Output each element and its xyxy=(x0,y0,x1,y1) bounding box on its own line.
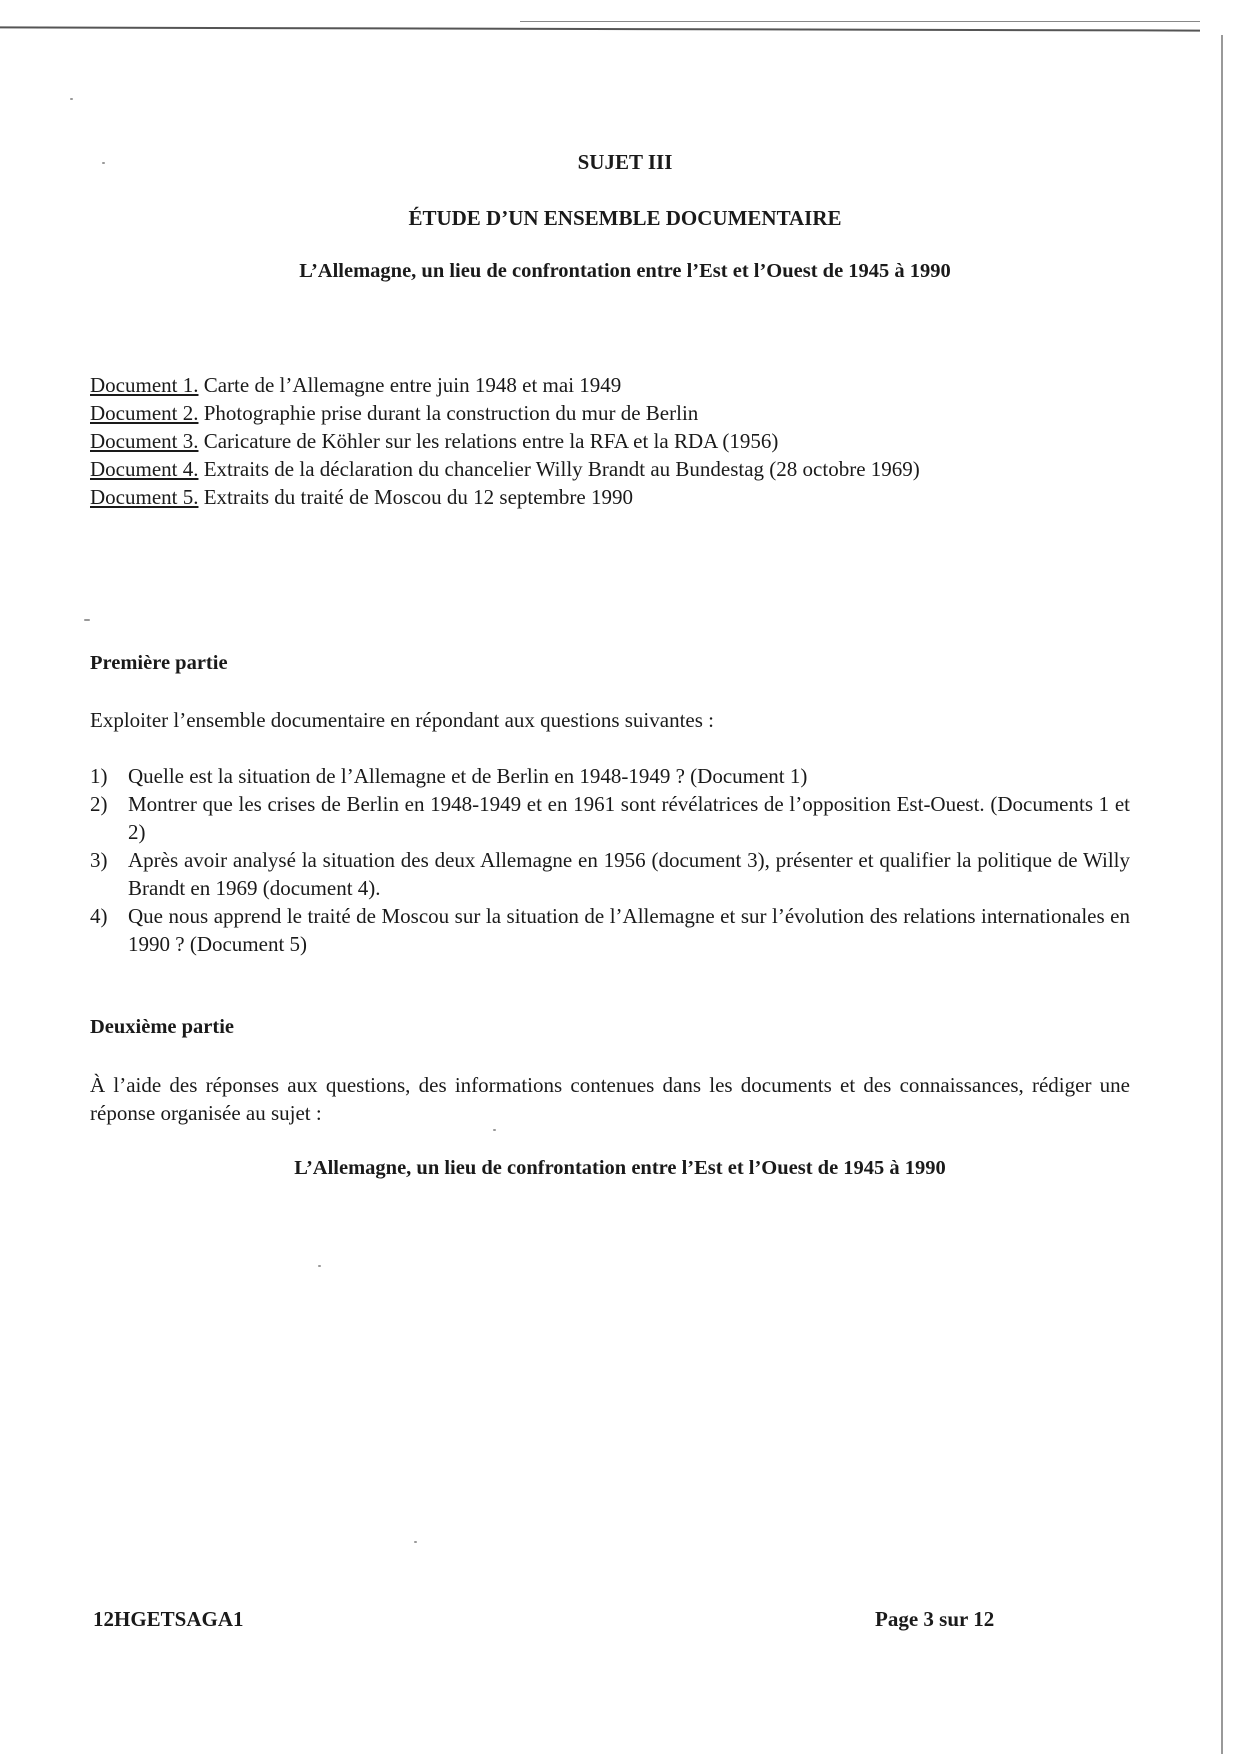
scan-speck xyxy=(318,1265,321,1267)
part1-instruction: Exploiter l’ensemble documentaire en répondant aux questions suivantes : xyxy=(90,708,714,732)
document-label: Document 5. xyxy=(90,485,199,509)
question-item xyxy=(90,846,1130,902)
document-item xyxy=(90,427,1150,455)
question-number: 1) xyxy=(90,764,108,788)
document-description: Caricature de Köhler sur les relations entre la RFA et la RDA (1956) xyxy=(198,429,779,453)
question-text: Que nous apprend le traité de Moscou sur la situation de l’Allemagne et sur l’évolution des relations internationales en 1990 ? (Document 5) xyxy=(128,904,1130,956)
part2-heading: Deuxième partie xyxy=(90,1016,235,1038)
document-description: Extraits du traité de Moscou du 12 septembre 1990 xyxy=(198,485,633,509)
scan-speck xyxy=(493,1129,496,1131)
question-item xyxy=(90,762,1130,790)
exam-code: 12HGETSAGA1 xyxy=(93,1607,244,1631)
page-number: Page 3 sur 12 xyxy=(875,1607,995,1631)
main-title: L’Allemagne, un lieu de confrontation entre l’Est et l’Ouest de 1945 à 1990 xyxy=(299,260,951,282)
scan-border-line xyxy=(0,26,1200,31)
document-label: Document 2. xyxy=(90,401,199,425)
scan-speck xyxy=(84,619,90,621)
part2-instruction: À l’aide des réponses aux questions, des informations contenues dans les documents et des connaissances, rédiger une réponse organisée au sujet : xyxy=(90,1073,1130,1125)
question-number: 2) xyxy=(90,792,108,816)
document-description: Carte de l’Allemagne entre juin 1948 et mai 1949 xyxy=(198,373,622,397)
subject-repeat-title: L’Allemagne, un lieu de confrontation entre l’Est et l’Ouest de 1945 à 1990 xyxy=(294,1157,946,1179)
document-label: Document 3. xyxy=(90,429,199,453)
part1-heading: Première partie xyxy=(90,652,228,674)
question-text: Quelle est la situation de l’Allemagne et de Berlin en 1948-1949 ? (Document 1) xyxy=(128,764,808,788)
document-item xyxy=(90,371,1150,399)
question-item xyxy=(90,902,1130,958)
scan-border-edge xyxy=(1221,35,1223,1754)
question-list xyxy=(90,762,1130,958)
document-item xyxy=(90,483,1150,511)
scan-border-line xyxy=(520,21,1200,22)
question-number: 3) xyxy=(90,848,108,872)
question-text: Montrer que les crises de Berlin en 1948-1949 et en 1961 sont révélatrices de l’opposition Est-Ouest. (Documents 1 et 2) xyxy=(128,792,1130,844)
document-item xyxy=(90,399,1150,427)
subject-number: SUJET III xyxy=(577,150,673,174)
document-label: Document 1. xyxy=(90,373,199,397)
question-number: 4) xyxy=(90,904,108,928)
question-text: Après avoir analysé la situation des deux Allemagne en 1956 (document 3), présenter et qualifier la politique de Willy Brandt en 1969 (document 4). xyxy=(128,848,1130,900)
document-list xyxy=(90,371,1150,511)
scan-speck xyxy=(70,98,73,100)
scan-speck xyxy=(414,1541,417,1543)
document-item xyxy=(90,455,1150,483)
document-description: Photographie prise durant la construction du mur de Berlin xyxy=(198,401,699,425)
study-title: ÉTUDE D’UN ENSEMBLE DOCUMENTAIRE xyxy=(408,206,842,230)
document-description: Extraits de la déclaration du chancelier Willy Brandt au Bundestag (28 octobre 1969) xyxy=(198,457,920,481)
question-item xyxy=(90,790,1130,846)
document-label: Document 4. xyxy=(90,457,199,481)
